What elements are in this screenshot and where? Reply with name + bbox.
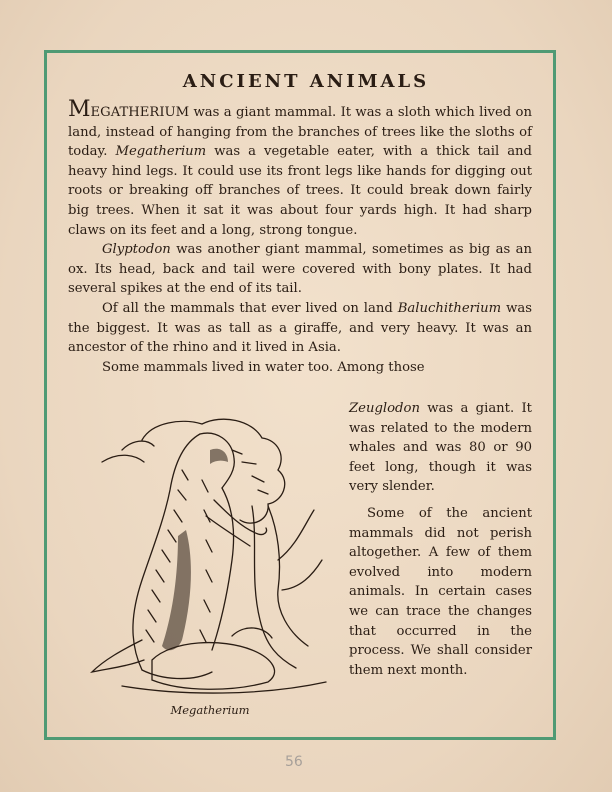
species-name: Megatherium	[115, 144, 207, 160]
megatherium-illustration	[82, 410, 338, 700]
illustration-caption: Megatherium	[170, 703, 250, 717]
species-name: Glyptodon	[102, 242, 171, 258]
species-name: Baluchitherium	[397, 300, 502, 316]
paragraph-text: was a giant. It was related to the modern whales and was 80 or 90 feet long, though it was very slender.	[349, 401, 532, 495]
paragraph-text: was another giant mammal, sometimes as big as an ox. Its head, back and tail were covered with bony plates. It had several spikes at the end of its tail.	[68, 242, 532, 297]
paragraph-text: Some mammals lived in water too. Among those	[102, 359, 425, 375]
paragraph-evolution: Some of the ancient mammals did not perish altogether. A few of them evolved into modern animals. In certain cases we can trace the changes that occurred in the process. We shall consider them next month.	[349, 505, 532, 678]
page-title: ANCIENT ANIMALS	[182, 71, 430, 92]
paragraph-glyptodon	[68, 240, 532, 299]
paragraph-baluchitherium	[68, 299, 532, 358]
paragraph-text: was a vegetable eater, with a thick tail and heavy hind legs. It could use its front legs like hands for digging out roots or breaking off branches of trees. It could break down fairly big trees. When it sat it was about four yards high. It had sharp claws on its feet and a long, strong tongue.	[68, 144, 532, 238]
page-number: 56	[285, 754, 303, 770]
species-name: Zeuglodon	[349, 401, 420, 416]
paragraph-megatherium	[68, 97, 532, 240]
paragraph-text: Of all the mammals that ever lived on land	[102, 300, 398, 316]
article-body	[68, 97, 532, 377]
paragraph-text: EGATHERIUM was a giant mammal. It was a sloth which lived on land, instead of hanging from the branches of trees like the sloths of today.	[68, 105, 532, 160]
paragraph-zeuglodon-lead	[68, 358, 532, 378]
drop-cap: M	[68, 97, 91, 122]
paragraph-text: was the biggest. It was as tall as a giraffe, and very heavy. It was an ancestor of the rhino and it lived in Asia.	[68, 300, 532, 356]
paragraph-zeuglodon	[349, 399, 532, 497]
side-column	[349, 399, 532, 680]
